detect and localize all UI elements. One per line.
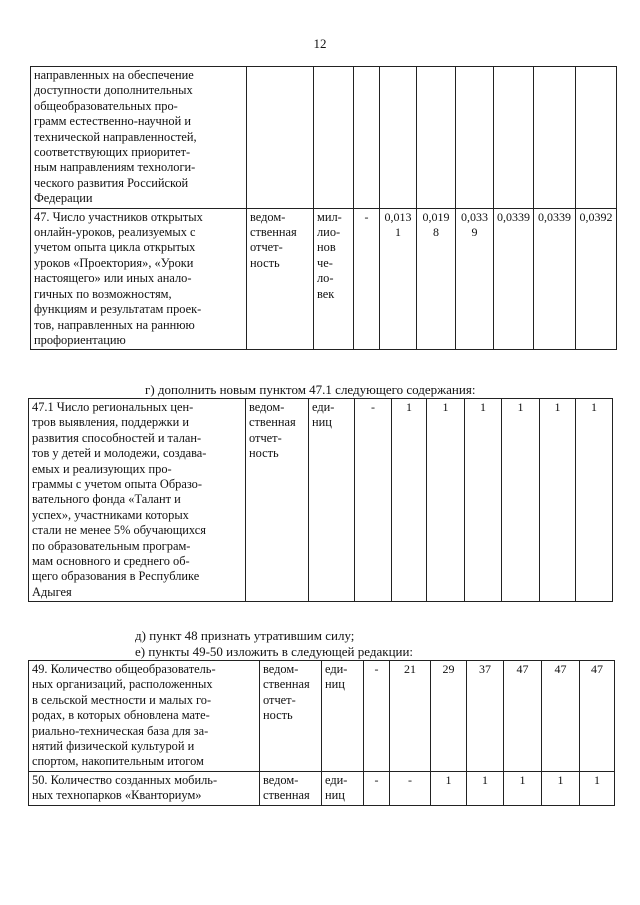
unit-line: нов (317, 240, 336, 255)
description-line: ных организаций, расположенных (32, 677, 213, 692)
description-line: 47.1 Число региональных цен- (32, 400, 194, 414)
indicator-table-49-50 (28, 660, 615, 806)
unit-line: еди- (312, 400, 335, 414)
unit-cell (314, 67, 354, 209)
value-cell: 0,0131 (380, 208, 417, 350)
value-cell: 1 (431, 771, 467, 805)
description-line: онлайн-уроков, реализуемых с (34, 225, 196, 240)
description-line: тов, направленных на раннюю (34, 317, 195, 332)
description-line: 47. Число участников открытых (34, 209, 203, 224)
unit-cell (314, 208, 354, 350)
indicator-table-47 (30, 66, 617, 350)
description-line: мам основного и среднего об- (32, 554, 190, 569)
indicator-description (29, 399, 246, 602)
description-line: технической направленностей, (34, 129, 197, 144)
unit-line: ниц (312, 415, 332, 430)
description-line: функциям и результатам проек- (34, 302, 202, 317)
description-line: щего образования в Республике (32, 569, 200, 584)
source-line: ственная (263, 677, 310, 692)
value-cell: 0,0339 (494, 208, 534, 350)
unit-line: век (317, 286, 335, 301)
table-row (31, 67, 617, 209)
indicator-description (31, 208, 247, 350)
value-cell: 47 (542, 661, 580, 772)
description-line: спортом, накопительным итогом (32, 754, 204, 769)
value-cell: 1 (392, 399, 427, 602)
description-line: уроков «Проектория», «Уроки (34, 255, 194, 270)
source-line: отчет- (263, 692, 296, 707)
source-line: ность (249, 446, 279, 461)
unit-line: ниц (325, 788, 345, 803)
description-line: развития способностей и талан- (32, 430, 202, 445)
value-cell: - (355, 399, 392, 602)
description-line: вательного фонда «Талант и (32, 492, 181, 507)
description-line: соответствующих приоритет- (34, 145, 191, 160)
value-cell: - (354, 208, 380, 350)
description-line: тров выявления, поддержки и (32, 415, 190, 430)
page-number: 12 (313, 36, 327, 51)
source-line: ведом- (263, 772, 299, 787)
indicator-description (29, 771, 260, 805)
unit-line: еди- (325, 662, 348, 676)
data-source-cell (247, 208, 314, 350)
value-cell: 0,0392 (576, 208, 617, 350)
unit-line: ниц (325, 677, 345, 692)
source-line: ведом- (250, 209, 286, 224)
value-cell (534, 67, 576, 209)
value-cell: 29 (431, 661, 467, 772)
unit-cell (322, 661, 364, 772)
table-row (29, 661, 615, 772)
description-line: настоящего» или иных анало- (34, 271, 192, 286)
value-cell: 21 (390, 661, 431, 772)
description-line: риально-техническая база для за- (32, 723, 209, 738)
value-cell: 47 (504, 661, 542, 772)
source-line: отчет- (250, 240, 283, 255)
description-line: грамм естественно-научной и (34, 114, 191, 129)
description-line: Федерации (34, 191, 93, 206)
indicator-description (31, 67, 247, 209)
description-line: в сельской местности и малых го- (32, 692, 212, 707)
value-cell: 1 (580, 771, 615, 805)
source-line: ственная (249, 415, 296, 430)
description-line: 49. Количество общеобразователь- (32, 662, 216, 676)
description-line: 50. Количество созданных мобиль- (32, 772, 218, 787)
indicator-description (29, 661, 260, 772)
description-line: стали не менее 5% обучающихся (32, 523, 206, 538)
table-row (31, 208, 617, 350)
source-line: ность (250, 255, 280, 270)
value-cell: 1 (542, 771, 580, 805)
value-cell: 0,0339 (534, 208, 576, 350)
description-line: доступности дополнительных (34, 83, 193, 98)
unit-cell (322, 771, 364, 805)
unit-line: че- (317, 255, 333, 270)
unit-line: мил- (317, 209, 342, 224)
description-line: нятий физической культурой и (32, 739, 195, 754)
value-cell: 47 (580, 661, 615, 772)
description-line: ных технопарков «Кванториум» (32, 788, 202, 803)
value-cell: 1 (427, 399, 465, 602)
data-source-cell (246, 399, 309, 602)
unit-line: лио- (317, 225, 341, 240)
value-cell: - (390, 771, 431, 805)
data-source-cell (247, 67, 314, 209)
description-line: родах, в которых обновлена мате- (32, 708, 210, 723)
description-line: емых и реализующих про- (32, 461, 172, 476)
source-line: ственная (263, 788, 310, 803)
source-line: ность (263, 708, 293, 723)
value-cell: 1 (467, 771, 504, 805)
description-line: учетом опыта цикла открытых (34, 240, 196, 255)
description-line: тов у детей и молодежи, создава- (32, 446, 207, 461)
value-cell: 1 (576, 399, 613, 602)
description-line: успех», участниками которых (32, 507, 189, 522)
value-cell: - (364, 661, 390, 772)
amendment-note-48: д) пункт 48 признать утратившим силу; (135, 628, 355, 643)
value-cell: 0,0339 (456, 208, 494, 350)
value-cell: 0,0198 (417, 208, 456, 350)
value-cell: 37 (467, 661, 504, 772)
indicator-table-47-1 (28, 398, 613, 602)
value-cell (456, 67, 494, 209)
data-source-cell (260, 661, 322, 772)
description-line: профориентацию (34, 332, 126, 347)
value-cell: - (364, 771, 390, 805)
source-line: ведом- (263, 662, 299, 676)
unit-cell (309, 399, 355, 602)
data-source-cell (260, 771, 322, 805)
amendment-note-49-50: е) пункты 49-50 изложить в следующей редакции: (135, 644, 414, 659)
description-line: ческого развития Российской (34, 175, 189, 190)
source-line: ственная (250, 225, 297, 240)
value-cell: 1 (504, 771, 542, 805)
table-row (29, 771, 615, 805)
value-cell (576, 67, 617, 209)
source-line: отчет- (249, 430, 282, 445)
table-row (29, 399, 613, 602)
source-line: ведом- (249, 400, 285, 414)
unit-line: ло- (317, 271, 334, 286)
description-line: гичных по возможностям, (34, 286, 172, 301)
value-cell (417, 67, 456, 209)
value-cell: 1 (502, 399, 540, 602)
value-cell: 1 (540, 399, 576, 602)
value-cell (494, 67, 534, 209)
description-line: ным направлениям технологи- (34, 160, 196, 175)
unit-line: еди- (325, 772, 348, 787)
value-cell: 1 (465, 399, 502, 602)
description-line: граммы с учетом опыта Образо- (32, 477, 202, 492)
value-cell (354, 67, 380, 209)
value-cell (380, 67, 417, 209)
description-line: общеобразовательных про- (34, 98, 178, 113)
amendment-note-47-1: г) дополнить новым пунктом 47.1 следующего содержания: (145, 382, 476, 397)
description-line: по образовательным програм- (32, 538, 191, 553)
description-line: направленных на обеспечение (34, 68, 194, 82)
description-line: Адыгея (32, 584, 72, 599)
